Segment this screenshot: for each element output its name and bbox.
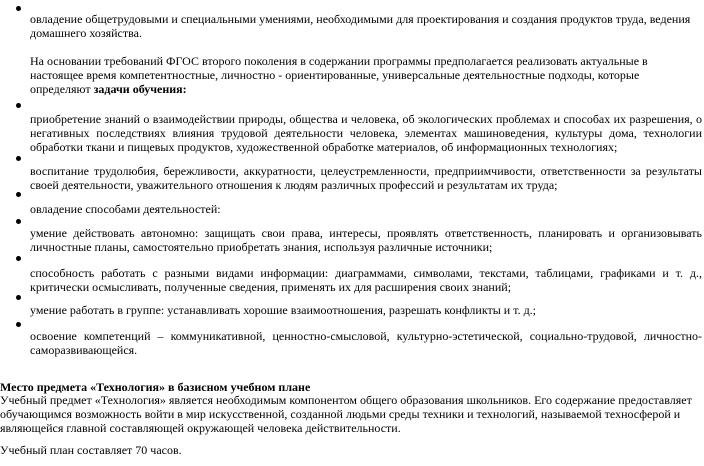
tasks-heading: задачи обучения:: [93, 82, 187, 96]
hours-text: Учебный план составляет 70 часов.: [0, 443, 182, 457]
bullet: [16, 103, 21, 108]
bullet: [16, 219, 21, 224]
bullet: [16, 256, 21, 261]
list-item-task: воспитание трудолюбия, бережливости, аккуратности, целеустремленности, предприимчивости, ответственности за результаты своей деятельности, уважительного отношения к людям различных профессий и результатам их труда;: [30, 164, 702, 192]
list-item-task: способность работать с разными видами информации: диаграммами, символами, текстами, таблицами, графиками и т. д., критически осмысливать, полученные сведения, применять их для расширения своих знаний;: [30, 266, 702, 294]
bullet: [16, 156, 21, 161]
fgos-paragraph: [30, 54, 702, 96]
bullet: [16, 295, 21, 300]
bullet: [16, 192, 21, 197]
bullet: [16, 6, 21, 11]
section-paragraph: Учебный предмет «Технология» является необходимым компонентом общего образования школьников. Его содержание предоставляет обучающимся возможность войти в мир искусственной, созданной людьми среды техники и технологий, называемой техносферой и являющейся главной составляющей окружающей человека действительности.: [0, 393, 692, 435]
list-item-task: овладение способами деятельностей:: [30, 202, 221, 216]
list-item-task: освоение компетенций – коммуникативной, ценностно-смысловой, культурно-эстетической, социально-трудовой, личностно-саморазвивающейся.: [30, 329, 702, 357]
section-heading: Место предмета «Технология» в базисном учебном плане: [0, 380, 311, 394]
fgos-text: На основании требований ФГОС второго поколения в содержании программы предполагается реализовать актуальные в настоящее время компетентностные, личностно - ориентированные, универсальные деятельностные подходы, которые определяют: [30, 54, 648, 96]
list-item-skills: овладение общетрудовыми и специальными умениями, необходимыми для проектирования и создания продуктов труда, ведения домашнего хозяйства.: [30, 12, 691, 40]
list-item-task: приобретение знаний о взаимодействии природы, общества и человека, об экологических проблемах и способах их разрешения, о негативных последствиях влияния трудовой деятельности человека, элементах машиноведения, культуры дома, технологии обработки ткани и пищевых продуктов, художественной обработке материалов, об информационных технологиях;: [30, 112, 702, 154]
list-item-task: умение действовать автономно: защищать свои права, интересы, проявлять ответственность, планировать и организовывать личностные планы, самостоятельно приобретать знания, используя различные источники;: [30, 226, 702, 254]
bullet: [16, 322, 21, 327]
list-item-task: умение работать в группе: устанавливать хорошие взаимоотношения, разрешать конфликты и т. д.;: [30, 303, 537, 317]
